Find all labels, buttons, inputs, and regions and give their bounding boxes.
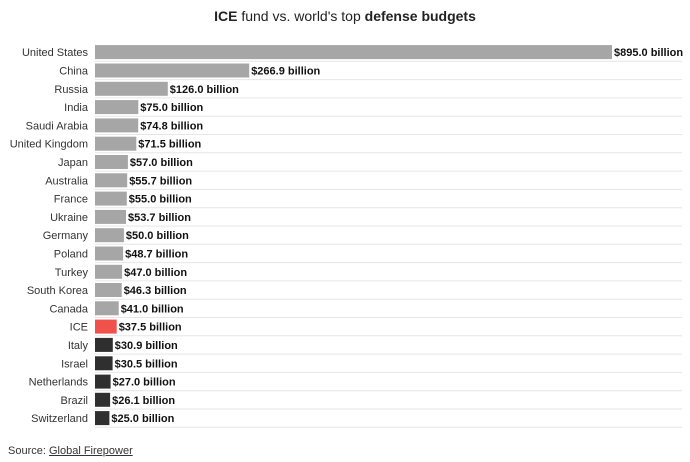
value-label: $53.7 billion bbox=[128, 211, 191, 224]
category-label: Ukraine bbox=[50, 211, 88, 224]
bar-india bbox=[95, 100, 138, 114]
value-label: $25.0 billion bbox=[111, 413, 175, 426]
bar-south-korea bbox=[95, 283, 122, 297]
value-label: $74.8 billion bbox=[140, 120, 204, 133]
value-label: $75.0 billion bbox=[140, 102, 204, 115]
value-label: $30.9 billion bbox=[114, 339, 178, 352]
bar-netherlands bbox=[95, 375, 111, 389]
category-label: Saudi Arabia bbox=[25, 120, 88, 133]
category-label: Switzerland bbox=[31, 413, 88, 426]
chart-title-part-1: fund vs. world's top bbox=[237, 8, 365, 24]
category-label: Brazil bbox=[60, 394, 88, 407]
bar-switzerland bbox=[95, 411, 109, 425]
category-label: Japan bbox=[58, 157, 88, 169]
bar-germany bbox=[95, 228, 124, 242]
value-label: $55.7 billion bbox=[129, 175, 193, 188]
category-label: Germany bbox=[42, 230, 88, 243]
chart-title-part-0: ICE bbox=[214, 8, 238, 24]
category-label: India bbox=[64, 102, 88, 115]
category-label: Turkey bbox=[54, 266, 88, 279]
source-prefix: Source: bbox=[8, 445, 49, 457]
bar-russia bbox=[95, 82, 168, 96]
bar-france bbox=[95, 192, 127, 206]
bar-saudi-arabia bbox=[95, 118, 138, 132]
value-label: $30.5 billion bbox=[114, 358, 178, 371]
category-label: Russia bbox=[54, 83, 88, 96]
value-label: $266.9 billion bbox=[251, 65, 321, 78]
bar-united-states bbox=[95, 45, 612, 59]
value-label: $27.0 billion bbox=[112, 376, 176, 389]
category-label: China bbox=[59, 65, 88, 78]
category-label: ICE bbox=[69, 321, 88, 334]
value-label: $37.5 billion bbox=[118, 321, 182, 334]
value-label: $46.3 billion bbox=[123, 285, 187, 297]
bar-ice bbox=[95, 320, 117, 334]
bar-italy bbox=[95, 338, 113, 352]
grid-layer bbox=[95, 61, 682, 427]
bar-turkey bbox=[95, 265, 122, 279]
category-label: United States bbox=[21, 47, 88, 60]
category-label: Netherlands bbox=[28, 376, 88, 389]
category-label: France bbox=[53, 193, 88, 206]
bar-israel bbox=[95, 356, 113, 370]
category-label: Canada bbox=[49, 303, 88, 316]
bar-brazil bbox=[95, 393, 110, 407]
source-link[interactable]: Global Firepower bbox=[48, 445, 133, 457]
category-label: Italy bbox=[67, 339, 88, 352]
value-label: $71.5 billion bbox=[138, 138, 202, 151]
bar-australia bbox=[95, 173, 127, 187]
bar-poland bbox=[95, 247, 123, 261]
category-label: United Kingdom bbox=[9, 138, 88, 151]
bar-ukraine bbox=[95, 210, 126, 224]
category-label: Poland bbox=[53, 248, 88, 261]
bar-china bbox=[95, 64, 249, 78]
value-label: $50.0 billion bbox=[125, 230, 189, 243]
value-label: $55.0 billion bbox=[128, 193, 192, 206]
bar-canada bbox=[95, 301, 119, 315]
chart-title-part-2: defense budgets bbox=[364, 8, 476, 24]
value-label: $895.0 billion bbox=[614, 47, 684, 60]
source-note bbox=[8, 445, 133, 457]
value-label: $48.7 billion bbox=[125, 248, 189, 261]
category-label: Israel bbox=[61, 358, 88, 371]
value-label: $41.0 billion bbox=[120, 303, 184, 316]
category-label: Australia bbox=[45, 175, 88, 188]
bar-japan bbox=[95, 155, 128, 169]
value-label: $26.1 billion bbox=[112, 394, 176, 407]
bar-united-kingdom bbox=[95, 137, 136, 151]
value-label: $47.0 billion bbox=[124, 266, 188, 279]
value-label: $57.0 billion bbox=[129, 157, 193, 169]
category-label: South Korea bbox=[26, 285, 88, 297]
value-label: $126.0 billion bbox=[169, 83, 239, 96]
